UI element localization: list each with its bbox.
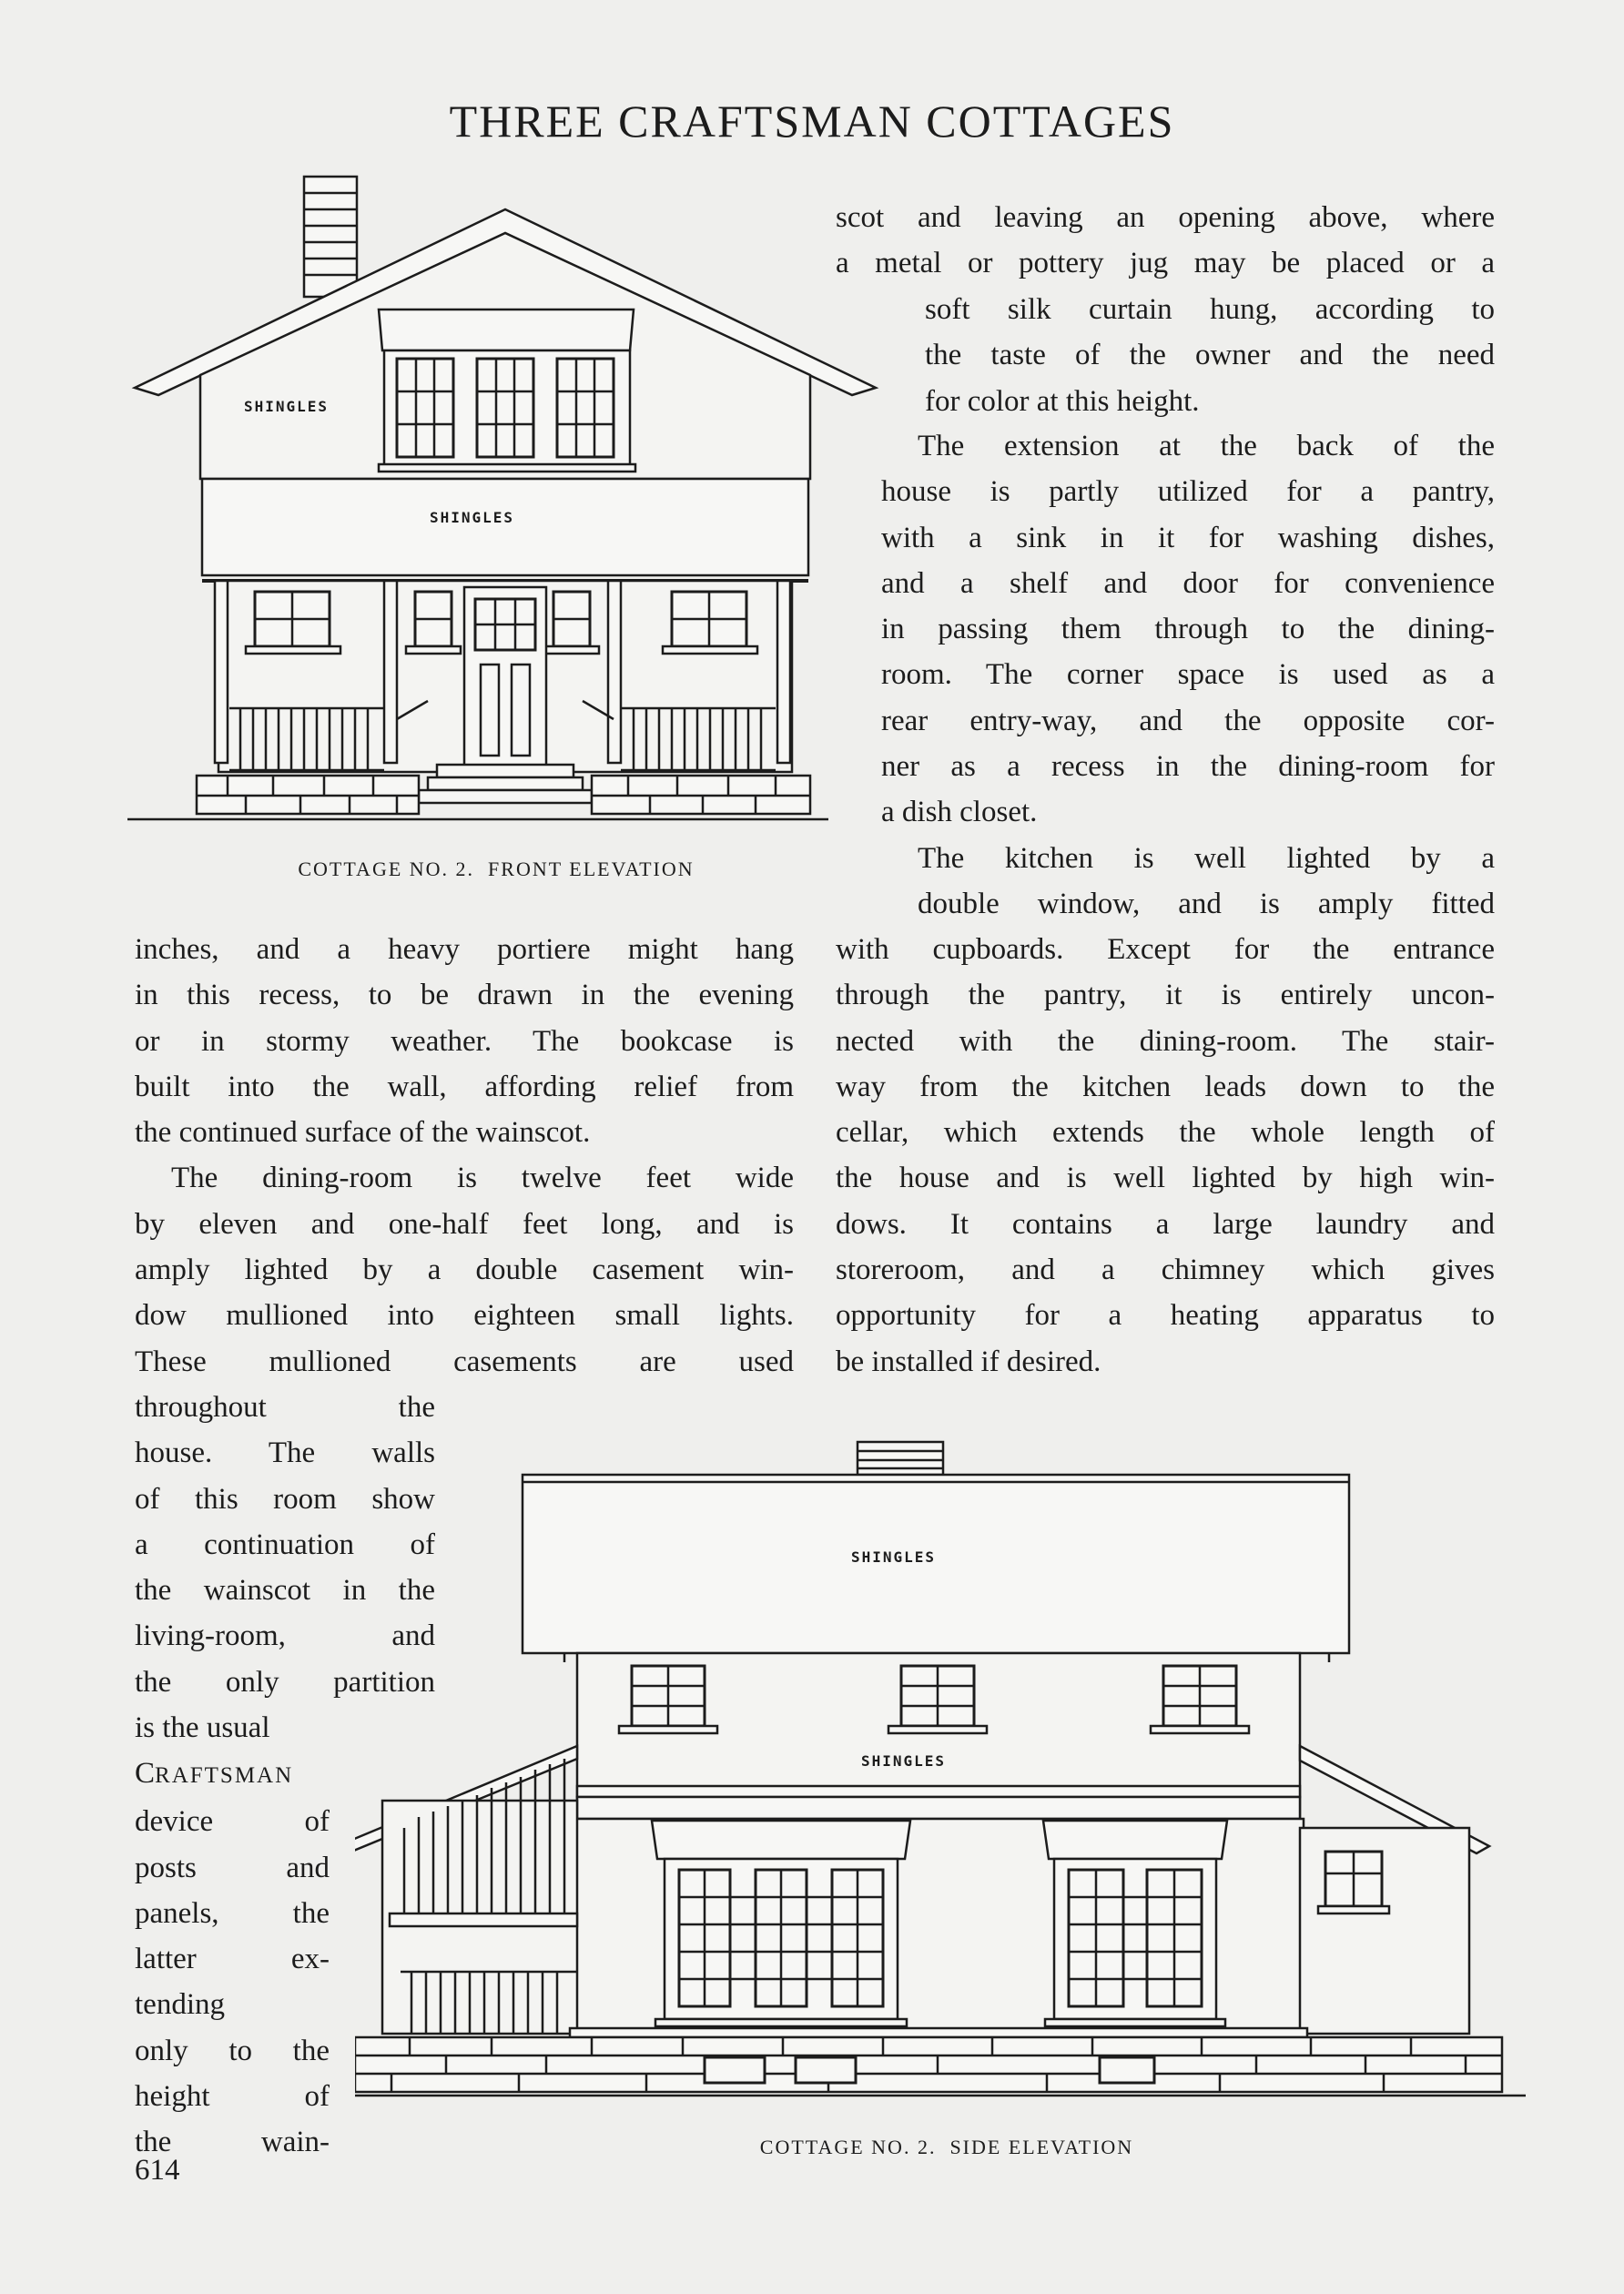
shingles-label-lower: SHINGLES bbox=[430, 509, 515, 526]
left-column-narrow: throughout the house. The walls of this room show a continuation of the wainscot in the living-room, and the only partition is the usual bbox=[135, 1391, 435, 1745]
left-column-wide: inches, and a heavy portiere might hang in this recess, to be drawn in the evening or in stormy weather. The bookcase is built into the wall, affording relief from the continued surface of the wainscot. The dining-room is twelve feet wide by eleven and one-half feet long, and is amply lighted by a double casement win- dow mullioned into eighteen small lights. These mullioned casements are used bbox=[135, 933, 794, 1378]
side-elevation-drawing bbox=[355, 1427, 1529, 2101]
craftsman-word: CRAFTSMAN bbox=[135, 1757, 294, 1790]
side-foundation bbox=[355, 2037, 1502, 2092]
porch-roof-band bbox=[202, 479, 808, 575]
shingles-label-wall: SHINGLES bbox=[861, 1752, 947, 1770]
right-column-top: scot and leaving an opening above, where a metal or pottery jug may be placed or a bbox=[836, 201, 1495, 280]
chimney bbox=[304, 177, 357, 297]
side-chimney bbox=[858, 1442, 943, 1475]
front-elevation-caption: COTTAGE NO. 2. FRONT ELEVATION bbox=[298, 858, 695, 880]
front-elevation-drawing bbox=[127, 173, 883, 837]
left-column-narrower: CRAFTSMAN device of posts and panels, the latter ex- tending only to the height of the wain- bbox=[135, 1751, 330, 2166]
right-column-bottom: with cupboards. Except for the entrance through the pantry, it is entirely uncon- nected with the dining-room. The stair- way from the kitchen leads down to the cellar, which extends the whole length of the house and is well lighted by high win- dows. It contains a large laundry and storeroom, and a chimney which gives opportunity for a heating apparatus to be installed if desired. bbox=[836, 933, 1495, 1378]
right-column-indented: soft silk curtain hung, according to the taste of the owner and the need for color at this height. bbox=[925, 293, 1495, 418]
page-title: THREE CRAFTSMAN COTTAGES bbox=[449, 96, 1175, 147]
right-column-middle: The extension at the back of the house is partly utilized for a pantry, with a sink in it for washing dishes, and a shelf and door for convenience in passing them through to the dining- room. The corner space is used as a rear entry-way, and the opposite cor- ner as a recess in the dining-room for a dish closet. The kitchen is well lighted by a double window, and is amply fitted bbox=[881, 430, 1495, 920]
page-number: 614 bbox=[135, 2154, 180, 2187]
shingles-label-roof: SHINGLES bbox=[851, 1548, 937, 1566]
side-elevation-caption: COTTAGE NO. 2. SIDE ELEVATION bbox=[759, 2136, 1134, 2158]
shingles-label-upper: SHINGLES bbox=[244, 398, 330, 415]
